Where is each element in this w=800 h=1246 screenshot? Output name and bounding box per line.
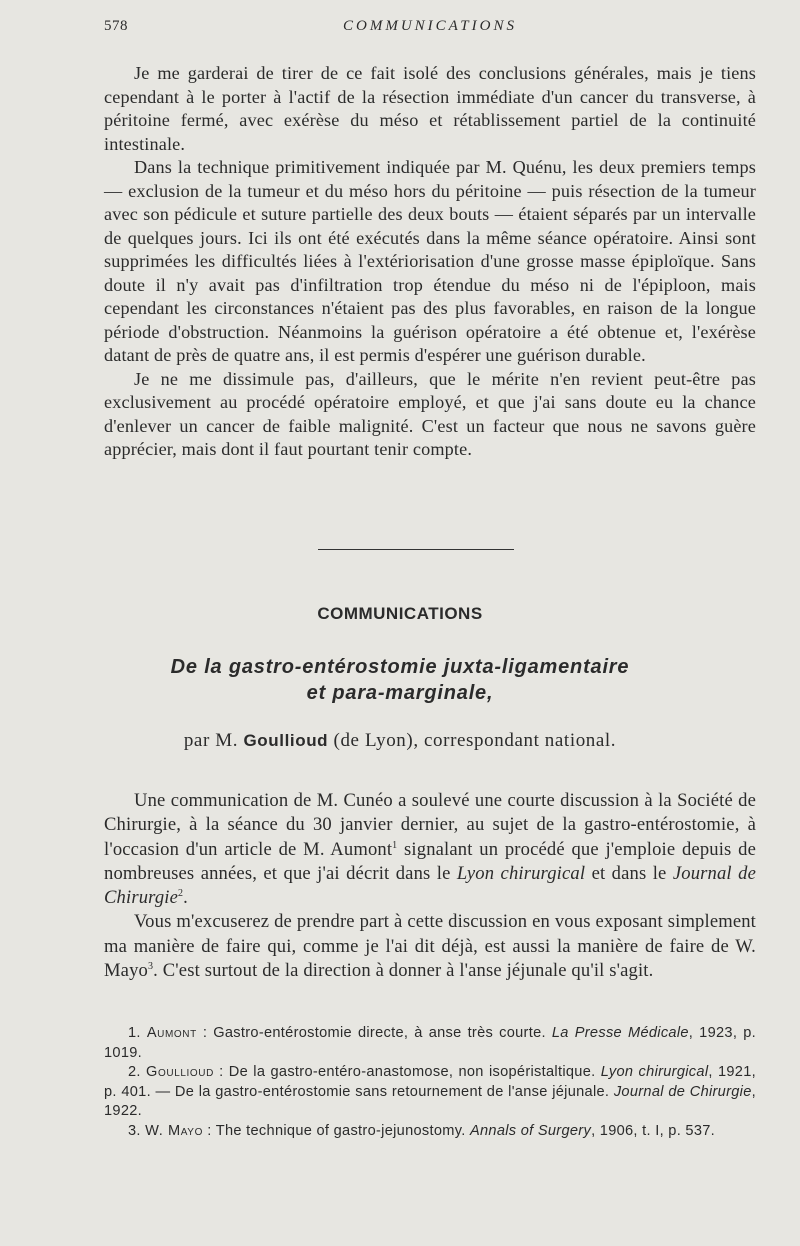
footnote-ref: 1: [392, 839, 398, 851]
footnote-3: [104, 1122, 756, 1142]
footnote-number: 3.: [128, 1122, 141, 1139]
footnote-1: [104, 1024, 756, 1063]
article-title: [0, 654, 800, 706]
text-run: Une communication de M. Cunéo a soulevé une courte discussion à la Société de Chirurgie, à la séance du 30 janvier dernier, au sujet de la gastro-entérostomie, à l'occasion d'un article de M. Aumont: [104, 790, 756, 860]
journal-name: La Presse Médicale: [551, 1025, 689, 1041]
footnote-2: [104, 1063, 756, 1122]
journal-name: Lyon chirurgical: [600, 1064, 709, 1080]
paragraph: [104, 910, 756, 983]
author-name: Goullioud: [243, 731, 329, 750]
byline-suffix: (de Lyon), correspondant national.: [333, 730, 617, 751]
paragraph: Dans la technique primitivement indiquée par M. Quénu, les deux premiers temps — exclusion de la tumeur et du méso hors du péritoine — puis résection de la tumeur avec son pédicule et suture partielle des deux bouts — étaient séparés par un intervalle de quelques jours. Ici ils ont été exécutés dans la même séance opératoire. Ainsi sont supprimées les difficultés liées à l'extériorisation d'une grosse masse épiploïque. Sans doute il n'y avait pas d'infiltration trop étendue du méso ni de l'épiploon, mais cependant les circonstances n'étaient pas des plus favorables, en raison de la longue période d'obstruction. Néanmoins la guérison opératoire a été obtenue et, l'exérèse datant de près de quatre ans, il est permis d'espérer une guérison durable.: [104, 157, 756, 365]
section-divider: [318, 549, 514, 550]
text-run: : De la gastro-entéro-anastomose, non isopéristaltique.: [213, 1064, 601, 1080]
paragraph: Je me garderai de tirer de ce fait isolé des conclusions générales, mais je tiens cependant à le porter à l'actif de la résection immédiate d'un cancer du transverse, à péritoine fermé, avec exérèse du méso et rétablissement partiel de la continuité intestinale.: [104, 63, 756, 154]
byline-prefix: par M.: [183, 730, 239, 751]
journal-name: Journal de Chirurgie: [104, 862, 756, 909]
text-run: , 1922.: [104, 1083, 756, 1119]
page-number: 578: [104, 18, 128, 34]
footnotes: [104, 1024, 756, 1141]
running-title: COMMUNICATIONS: [343, 18, 517, 34]
preceding-article-text: [104, 62, 756, 462]
journal-name: Journal de Chirurgie: [613, 1083, 752, 1100]
byline: [0, 730, 800, 752]
footnote-author: Aumont: [146, 1025, 197, 1041]
journal-name: Lyon chirurgical: [456, 862, 586, 884]
paragraph: [104, 789, 756, 910]
text-run: .: [183, 887, 188, 909]
footnote-number: 1.: [128, 1025, 141, 1041]
footnote-author: W. Mayo: [145, 1122, 203, 1139]
text-run: . C'est surtout de la direction à donner à l'anse jéjunale qu'il s'agit.: [153, 960, 654, 982]
paragraph: Je ne me dissimule pas, d'ailleurs, que le mérite n'en revient peut-être pas exclusivement au procédé opératoire employé, et que j'ai sans doute eu la chance d'enlever un cancer de faible malignité. C'est un facteur que nous ne savons guère apprécier, mais dont il faut pourtant tenir compte.: [104, 368, 756, 459]
footnote-ref: 3: [147, 960, 154, 972]
text-run: et dans le: [585, 862, 673, 884]
text-run: Vous m'excuserez de prendre part à cette discussion en vous exposant simplement ma manière de faire qui, comme je l'ai dit déjà, est aussi la manière de faire de W. Mayo: [104, 911, 756, 982]
text-run: : The technique of gastro-jejunostomy.: [202, 1122, 470, 1139]
text-run: , 1923, p. 1019.: [104, 1025, 756, 1061]
text-run: , 1906, t. I, p. 537.: [591, 1122, 716, 1139]
article-body: [104, 789, 756, 983]
article-title-line-2: et para-marginale,: [306, 682, 494, 704]
text-run: : Gastro-entérostomie directe, à anse très courte.: [196, 1025, 552, 1041]
footnote-number: 2.: [128, 1064, 141, 1080]
journal-name: Annals of Surgery: [469, 1122, 592, 1139]
text-run: signalant un procédé que j'emploie depuis de nombreuses années, et que j'ai décrit dans le: [104, 838, 756, 884]
article-title-line-1: De la gastro-entérostomie juxta-ligamentaire: [170, 656, 630, 678]
footnote-ref: 2: [178, 888, 184, 899]
running-head: [104, 18, 756, 42]
footnote-author: Goullioud: [146, 1064, 214, 1080]
section-heading: COMMUNICATIONS: [317, 604, 483, 623]
text-run: , 1921, p. 401. — De la gastro-entérostomie sans retournement de l'anse jéjunale.: [104, 1064, 756, 1100]
